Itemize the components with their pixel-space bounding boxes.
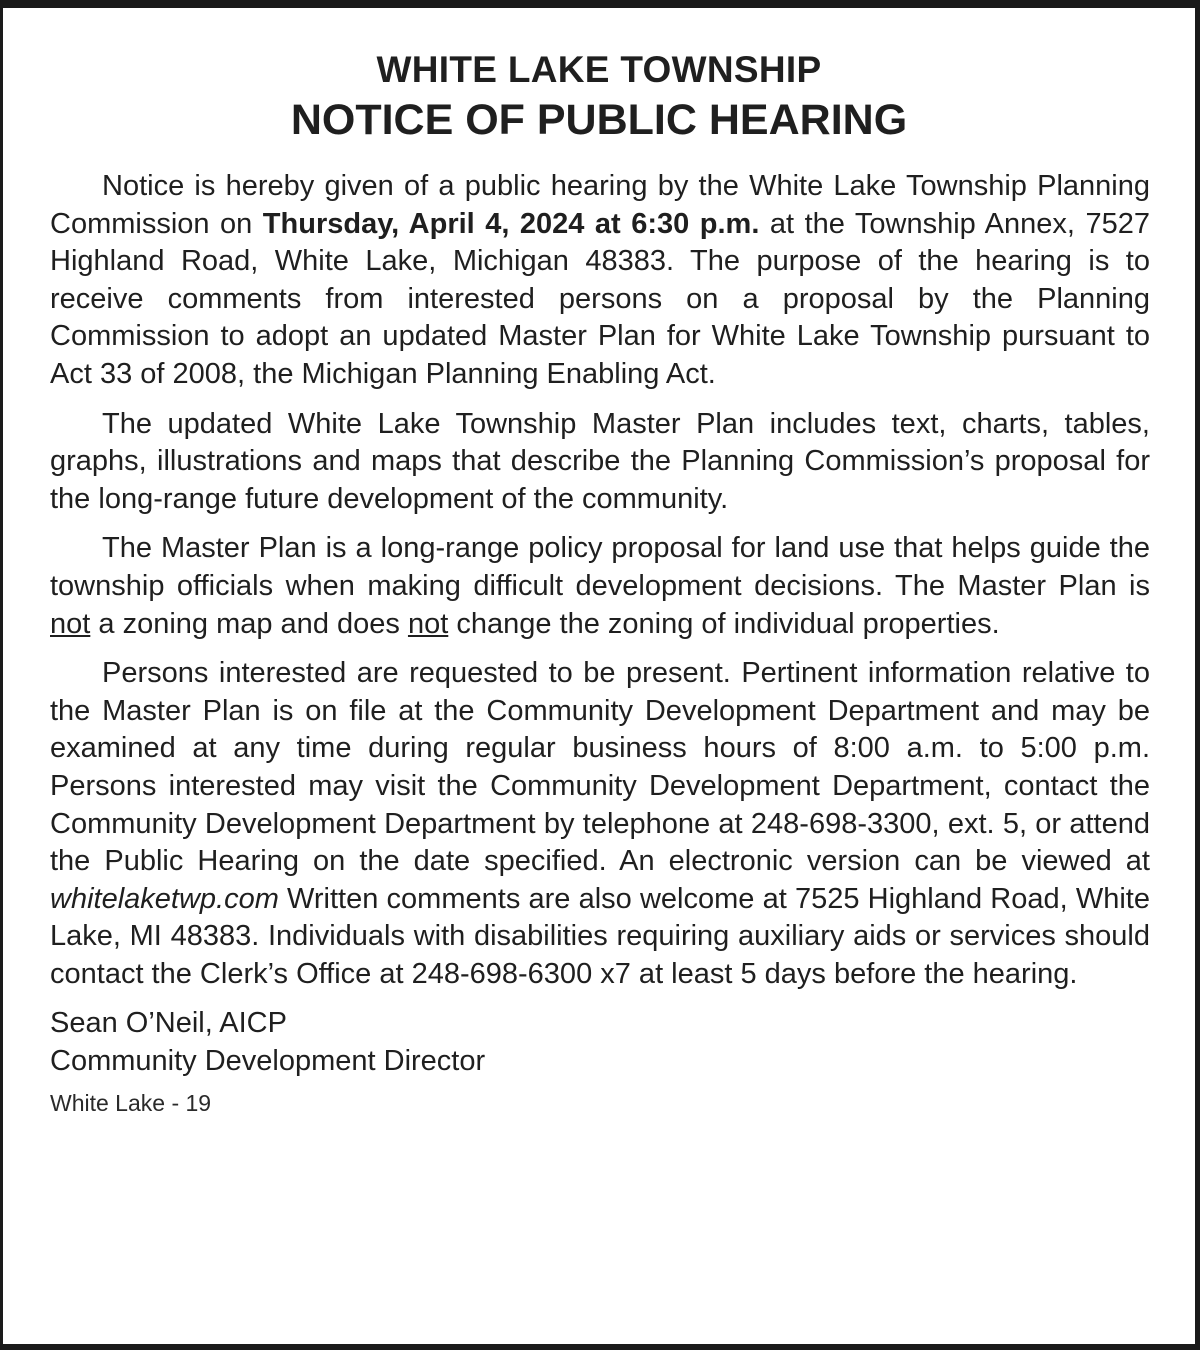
hearing-intro-text: Notice is hereby given of a public hearing by the White Lake Township Planning Commission on (50, 170, 1150, 240)
underlined-not-1: not (50, 607, 91, 640)
signature-title: Community Development Director (50, 1045, 486, 1078)
paragraph-hearing-details (50, 168, 1150, 394)
policy-text-2: a zoning map and does (90, 607, 408, 640)
footer-label: White Lake - 19 (50, 1089, 212, 1116)
notice-heading-township: WHITE LAKE TOWNSHIP (376, 49, 822, 90)
notice-heading-title: NOTICE OF PUBLIC HEARING (290, 96, 908, 144)
hearing-date-time: Thursday, April 4, 2024 at 6:30 p.m. (262, 207, 760, 240)
underlined-not-2: not (407, 607, 449, 640)
attendance-text-2: Written comments are also welcome at 7525 Highland Road, White Lake, MI 48383. Individuals with disabilities requiring auxiliary aids or services should contact the Clerk’s Office at 248-698-6300 x7 at least 5 days before the hearing. (50, 882, 1150, 990)
hearing-details-text: at the Township Annex, 7527 Highland Road, White Lake, Michigan 48383. The purpose of the hearing is to receive comments from interested persons on a proposal by the Planning Commission to adopt an updated Master Plan for White Lake Township pursuant to Act 33 of 2008, the Michigan Planning Enabling Act. (50, 207, 1150, 390)
signature-name: Sean O’Neil, AICP (50, 1007, 287, 1040)
paragraph-master-plan-contents: The updated White Lake Township Master Plan includes text, charts, tables, graphs, illustrations and maps that describe the Planning Commission’s proposal for the long-range future development of the community. (50, 407, 1150, 515)
notice-body (50, 168, 1150, 1117)
attendance-text-1: Persons interested are requested to be present. Pertinent information relative to the Master Plan is on file at the Community Development Department and may be examined at any time during regular business hours of 8:00 a.m. to 5:00 p.m. Persons interested may visit the Community Development Department, contact the Community Development Department by telephone at 248-698-3300, ext. 5, or attend the Public Hearing on the date specified. An electronic version can be viewed at (50, 657, 1150, 878)
paragraph-attendance-info (50, 655, 1150, 993)
policy-text-3: change the zoning of individual properties. (448, 607, 1000, 640)
paragraph-master-plan-policy (50, 530, 1150, 643)
website-text: whitelaketwp.com (50, 882, 279, 915)
policy-text-1: The Master Plan is a long-range policy proposal for land use that helps guide the township officials when making difficult development decisions. The Master Plan is (50, 532, 1150, 602)
